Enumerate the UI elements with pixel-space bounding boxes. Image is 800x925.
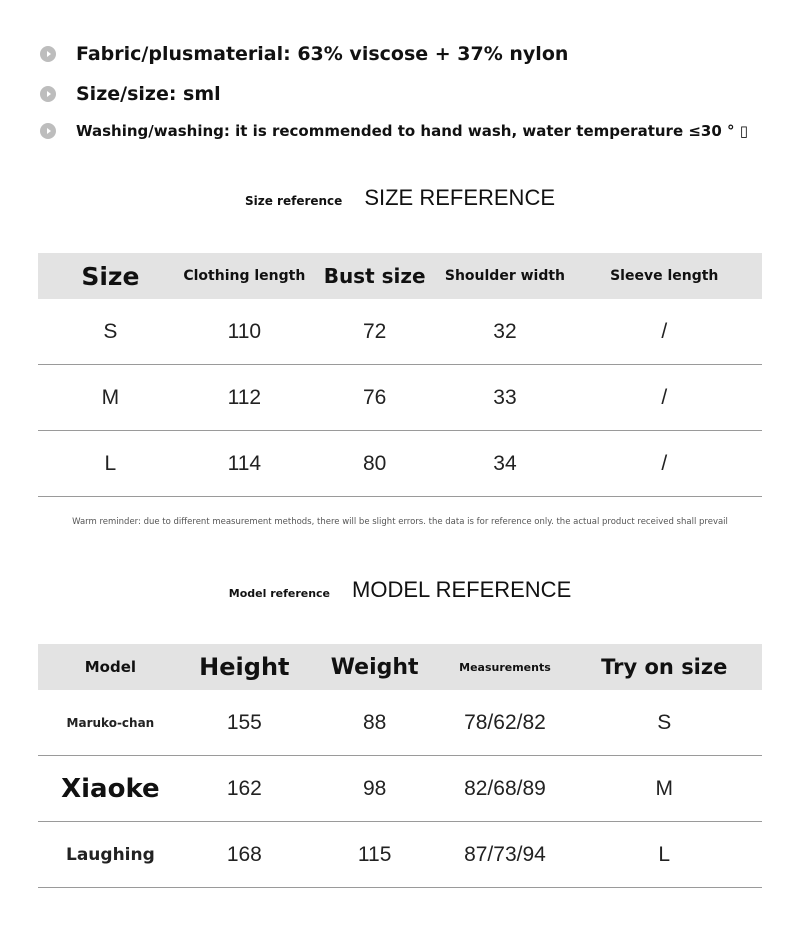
bust-size-cell: 80 <box>306 431 444 497</box>
sleeve-length-cell: / <box>567 365 763 431</box>
header-model: Model <box>38 644 183 690</box>
size-reference-title: SIZE REFERENCE <box>364 185 556 210</box>
weight-cell: 115 <box>306 822 444 888</box>
washing-text: Washing/washing: it is recommended to hand wash, water temperature ≤30 ° ▯ <box>76 122 748 140</box>
size-table <box>38 253 762 497</box>
circle-arrow-icon <box>40 86 56 102</box>
sleeve-length-cell: / <box>567 431 763 497</box>
header-shoulder-width: Shoulder width <box>443 253 566 299</box>
model-table <box>38 644 762 888</box>
bullet-size <box>40 83 221 105</box>
header-size: Size <box>38 253 183 299</box>
warm-reminder: Warm reminder: due to different measurement methods, there will be slight errors. the data is for reference only. the actual product received shall prevail <box>72 517 728 527</box>
bullet-fabric <box>40 43 568 65</box>
measurements-cell: 82/68/89 <box>443 756 566 822</box>
bullet-washing <box>40 122 748 140</box>
model-name-cell: Xiaoke <box>38 756 183 822</box>
clothing-length-cell: 110 <box>183 299 306 365</box>
model-name-cell: Laughing <box>38 822 183 888</box>
circle-arrow-icon <box>40 123 56 139</box>
size-cell: L <box>38 431 183 497</box>
size-table-header <box>38 253 762 299</box>
size-reference-small-label: Size reference <box>244 194 343 208</box>
shoulder-width-cell: 32 <box>443 299 566 365</box>
header-height: Height <box>183 644 306 690</box>
try-on-size-cell: S <box>567 690 763 756</box>
table-row <box>38 690 762 756</box>
circle-arrow-icon <box>40 46 56 62</box>
table-row <box>38 365 762 431</box>
model-reference-small-label: Model reference <box>228 587 331 600</box>
header-bust-size: Bust size <box>306 253 444 299</box>
height-cell: 162 <box>183 756 306 822</box>
weight-cell: 88 <box>306 690 444 756</box>
clothing-length-cell: 114 <box>183 431 306 497</box>
fabric-text: Fabric/plusmaterial: 63% viscose + 37% nylon <box>76 43 569 65</box>
size-cell: S <box>38 299 183 365</box>
try-on-size-cell: M <box>567 756 763 822</box>
shoulder-width-cell: 33 <box>443 365 566 431</box>
header-sleeve-length: Sleeve length <box>567 253 763 299</box>
bust-size-cell: 72 <box>306 299 444 365</box>
try-on-size-cell: L <box>567 822 763 888</box>
table-row <box>38 822 762 888</box>
model-name-cell: Maruko-chan <box>38 690 183 756</box>
header-measurements: Measurements <box>443 644 566 690</box>
measurements-cell: 78/62/82 <box>443 690 566 756</box>
height-cell: 168 <box>183 822 306 888</box>
measurements-cell: 87/73/94 <box>443 822 566 888</box>
table-row <box>38 299 762 365</box>
bust-size-cell: 76 <box>306 365 444 431</box>
size-cell: M <box>38 365 183 431</box>
model-reference-title: MODEL REFERENCE <box>352 577 572 602</box>
table-row <box>38 756 762 822</box>
header-clothing-length: Clothing length <box>183 253 306 299</box>
clothing-length-cell: 112 <box>183 365 306 431</box>
header-weight: Weight <box>306 644 444 690</box>
table-row <box>38 431 762 497</box>
height-cell: 155 <box>183 690 306 756</box>
header-try-on-size: Try on size <box>567 644 763 690</box>
weight-cell: 98 <box>306 756 444 822</box>
sleeve-length-cell: / <box>567 299 763 365</box>
model-table-header <box>38 644 762 690</box>
size-reference-heading <box>0 185 800 211</box>
shoulder-width-cell: 34 <box>443 431 566 497</box>
size-text: Size/size: sml <box>76 83 221 105</box>
model-reference-heading <box>0 577 800 603</box>
